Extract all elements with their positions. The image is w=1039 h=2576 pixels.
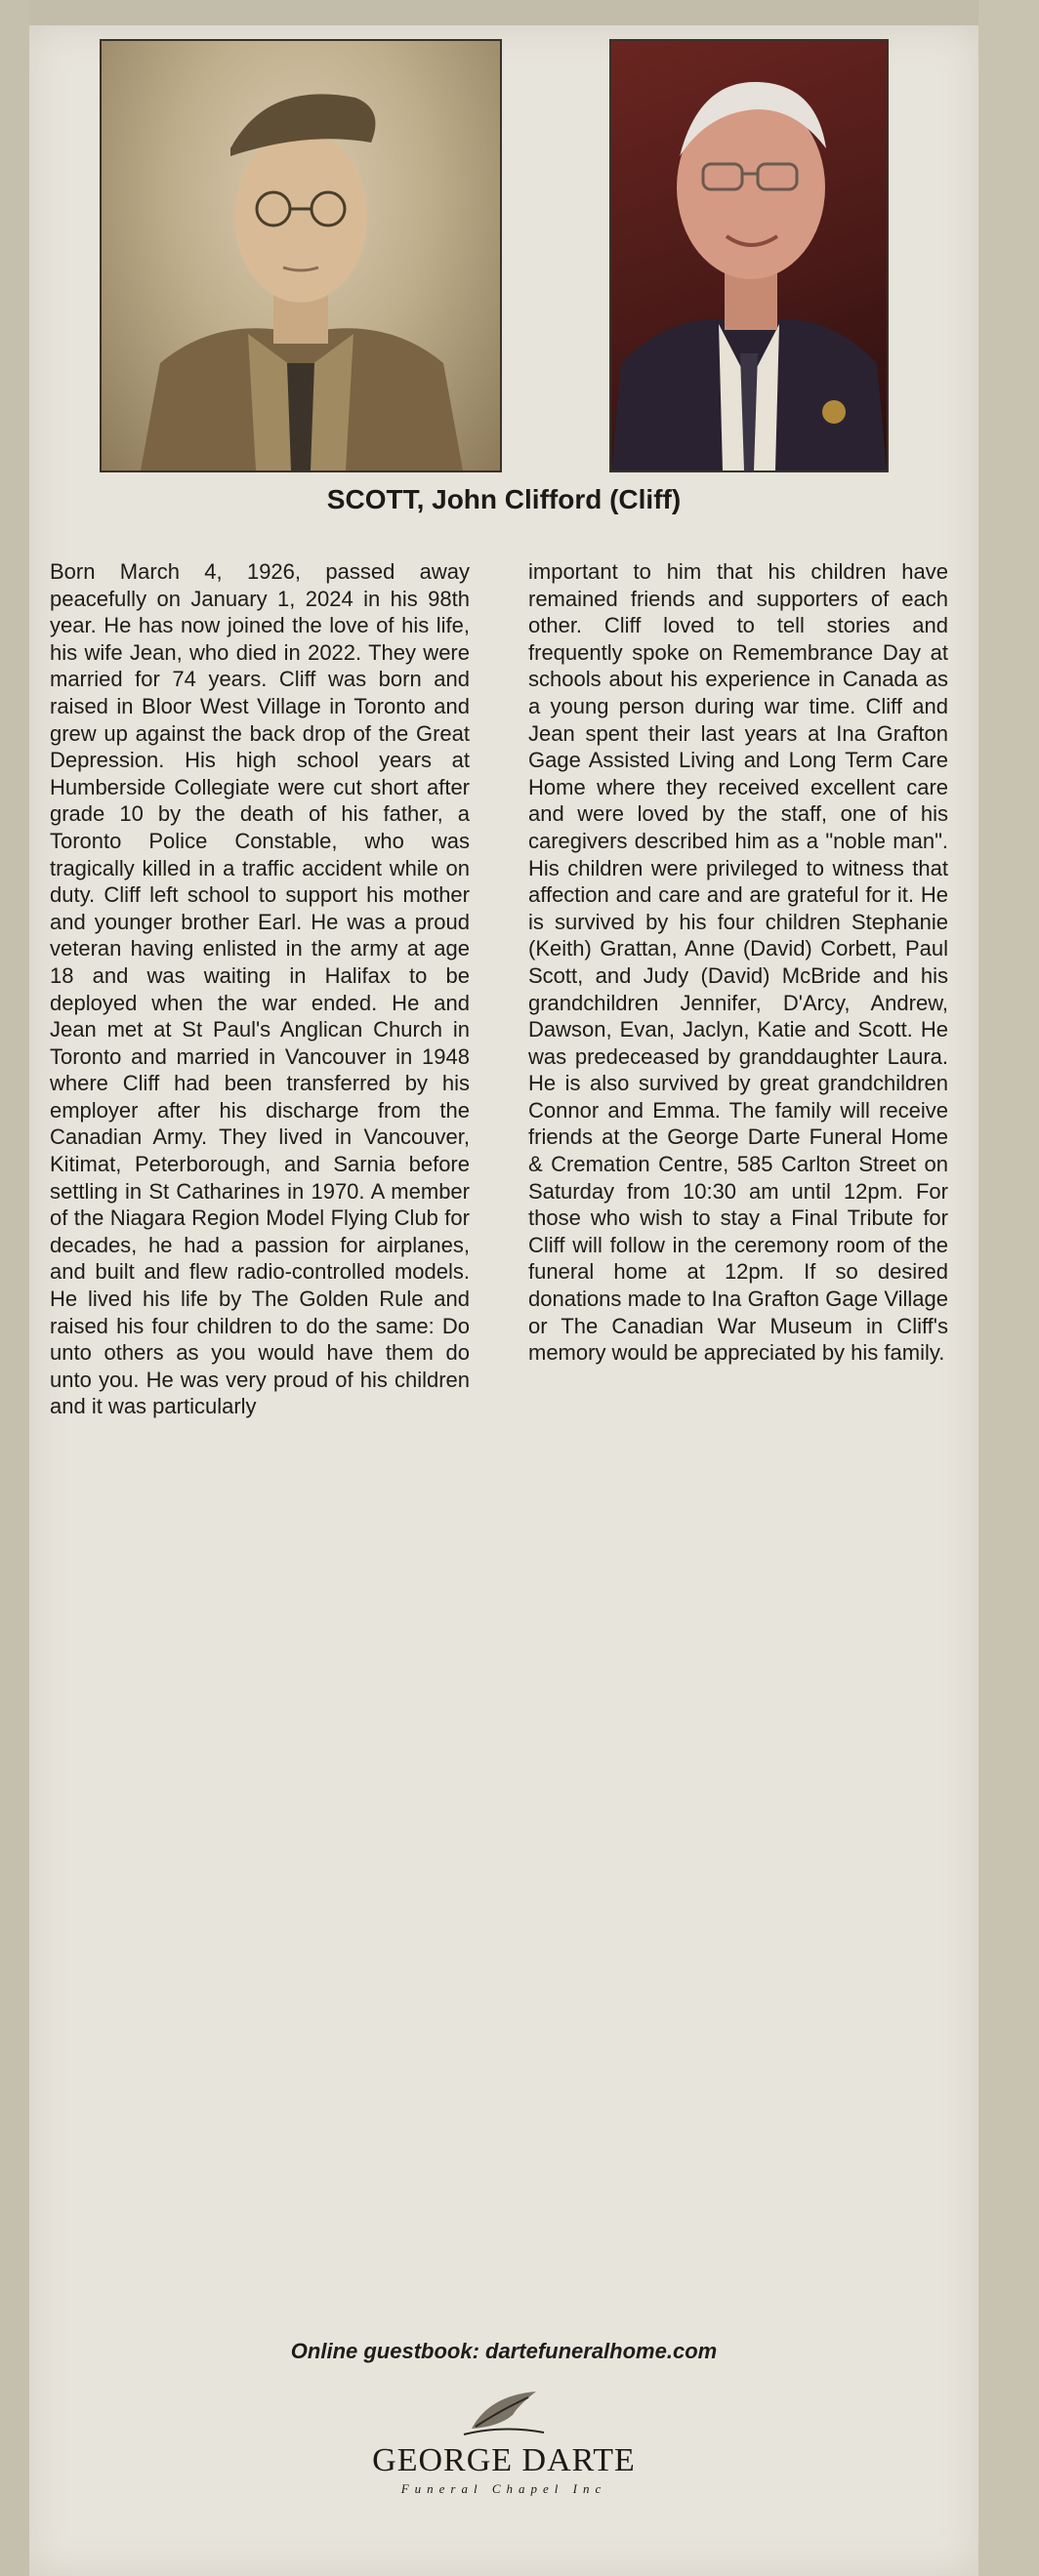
portrait-elderly-image: [611, 41, 887, 470]
background-newsprint-left: [0, 0, 29, 2576]
logo-tagline: Funeral Chapel Inc: [400, 2481, 607, 2496]
logo-wordmark: GEORGE DARTE: [372, 2442, 636, 2478]
photo-elderly-portrait: [609, 39, 889, 472]
feather-icon: [460, 2386, 548, 2438]
obituary-text-left-column: Born March 4, 1926, passed away peacefully on January 1, 2024 in his 98th year. He has now joined the love of his life, his wife Jean, who died in 2022. They were married for 74 years. Cliff was born and raised in Bloor West Village in Toronto and grew up against the back drop of the Great Depression. His high school years at Humberside Collegiate were cut short after grade 10 by the death of his father, a Toronto Police Constable, who was tragically killed in a traffic accident while on duty. Cliff left school to support his mother and younger brother Earl. He was a proud veteran having enlisted in the army at age 18 and was waiting in Halifax to be deployed when the war ended. He and Jean met at St Paul's Anglican Church in Toronto and married in Vancouver in 1948 where Cliff had been transferred by his employer after his discharge from the Canadian Army. They lived in Vancouver, Kitimat, Peterborough, and Sarnia before settling in St Catharines in 1970. A member of the Niagara Region Model Flying Club for decades, he had a passion for airplanes, and built and flew radio-controlled models. He lived his life by The Golden Rule and raised his four children to do the same: Do unto others as you would have them do unto you. He was very proud of his children and it was particularly: [50, 559, 470, 1419]
funeral-home-logo: [29, 2386, 978, 2497]
obituary-notice: [29, 25, 978, 2576]
portrait-young-image: [102, 41, 500, 470]
background-newsprint-right: [978, 0, 1039, 2576]
background-newsprint-top: [0, 0, 1039, 25]
photo-young-soldier: [100, 39, 502, 472]
deceased-name-heading: SCOTT, John Clifford (Cliff): [326, 484, 682, 514]
obituary-text-right-column: important to him that his children have remained friends and supporters of each other. Cliff loved to tell stories and frequently spoke on Remembrance Day at schools about his experience in Canada as a young person during war time. Cliff and Jean spent their last years at Ina Grafton Gage Assisted Living and Long Term Care Home where they received excellent care and were loved by the staff, one of his caregivers described him as a "noble man". His children were privileged to witness that affection and care and are grateful for it. He is survived by his four children Stephanie (Keith) Grattan, Anne (David) Corbett, Paul Scott, and Judy (David) McBride and his grandchildren Jennifer, D'Arcy, Andrew, Dawson, Evan, Jaclyn, Katie and Scott. He was predeceased by granddaughter Laura. He is also survived by great grandchildren Connor and Emma. The family will receive friends at the George Darte Funeral Home & Cremation Centre, 585 Carlton Street on Saturday from 10:30 am until 12pm. For those who wish to stay a Final Tribute for Cliff will follow in the ceremony room of the funeral home at 12pm. If so desired donations made to Ina Grafton Gage Village or The Canadian War Museum in Cliff's memory would be appreciated by his family.: [528, 559, 948, 1366]
online-guestbook-line: Online guestbook: dartefuneralhome.com: [290, 2339, 718, 2363]
